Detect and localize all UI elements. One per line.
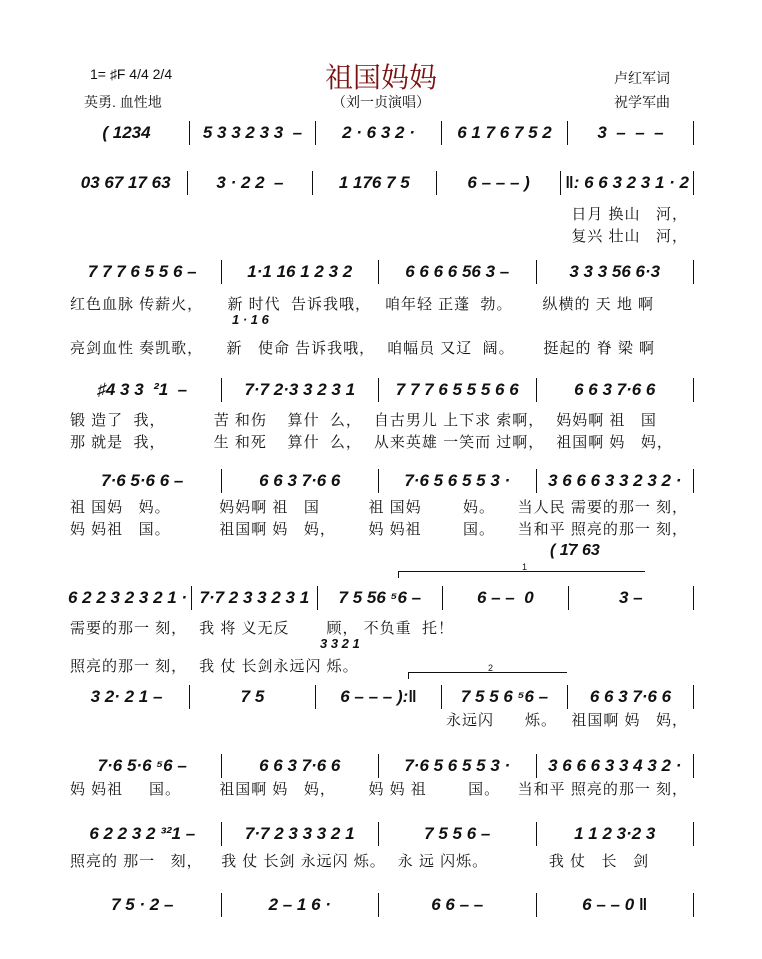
lyric-line [64, 655, 694, 676]
measure: 3 3 3 56 6·3 [537, 260, 695, 284]
lyric-segment: 当人民 需要的那一 刻， [517, 499, 688, 516]
measure: 7 7 7 6 5 5 5 6 6 [379, 378, 537, 402]
measure: 3 · 2 2 – [188, 171, 312, 195]
lyric-line [64, 850, 694, 871]
measure: 2 · 6 3 2 · [316, 121, 442, 145]
tempo-marking: 英勇. 血性地 [84, 94, 162, 110]
lyric-line [64, 518, 694, 539]
lyric-segment: 从来英雄 一笑而 过啊， [373, 434, 545, 451]
measure: 2 – 1 6 · [222, 893, 380, 917]
measure: 7·6 5 6 5 5 3 · [379, 754, 537, 778]
lyric-segment [440, 225, 565, 246]
lyric-segment: 咱年轻 正蓬 勃。 [385, 296, 513, 313]
time-signature: 4/4 2/4 [129, 66, 173, 82]
lyric-segment: 新 时代 告诉我哦， [227, 296, 372, 313]
lyric-segment [64, 203, 189, 224]
measure: 7·6 5 6 5 5 3 · [379, 469, 537, 493]
lyric-segment [474, 655, 584, 676]
measure: 3 2· 2 1 – [64, 685, 190, 709]
lyric-segment: 祖国啊 妈 妈， [571, 712, 688, 729]
measure: 3 – – – [568, 121, 694, 145]
lyric-segment: 新 使命 告诉我哦， [226, 340, 376, 357]
lyric-segment: 挺起的 脊 梁 啊 [543, 340, 656, 357]
notation-row [64, 892, 694, 918]
lyric-segment [584, 655, 694, 676]
lyric-segment: 我 仗 长剑永远闪 烁。 [199, 658, 359, 675]
volta-1 [398, 562, 645, 578]
alt-notes: 1 · 1 6 [232, 312, 269, 327]
measure: 3 6 6 6 3 3 2 3 2 · [537, 469, 695, 493]
lyric-segment: 复兴 壮山 河， [571, 228, 688, 245]
lyric-segment: 当和平 照亮的那一 刻， [517, 521, 688, 538]
measure: 6 6 3 7·6 6 [537, 378, 695, 402]
measure: 6 – – 0 [443, 586, 568, 610]
lyric-line [64, 203, 694, 224]
measure: 7·7 2·3 3 2 3 1 [222, 378, 380, 402]
measure: 7 7 7 6 5 5 6 – [64, 260, 222, 284]
lyric-segment: 妈妈啊 祖 国 [219, 499, 320, 516]
alt-notes: 3 3 2 1 [320, 636, 360, 651]
lyric-segment: 红色血脉 传薪火， [70, 296, 204, 313]
measure: 6 2 2 3 2 3 2 1 · [64, 586, 192, 610]
lyric-segment: 祖 国妈 妈。 [368, 499, 495, 516]
measure: 6 – – – ):‖ [316, 685, 442, 709]
singer-credit: （刘一贞演唱） [332, 94, 430, 110]
lyric-line [64, 293, 694, 314]
lyric-segment [440, 203, 565, 224]
lyric-segment [315, 225, 440, 246]
lyric-line [64, 409, 694, 430]
lyric-segment [189, 709, 314, 730]
lyric-segment: 咱幅员 又辽 阔。 [387, 340, 515, 357]
key-label: 1= ♯F [90, 66, 126, 82]
measure: 1 1 2 3·2 3 [537, 822, 695, 846]
measure: 1·1 16 1 2 3 2 [222, 260, 380, 284]
measure: 6 2 2 3 2 ³²1 – [64, 822, 222, 846]
lyricist-credit: 卢红军词 [614, 70, 670, 86]
lyric-segment: 我 仗 长 剑 [548, 853, 650, 870]
lyric-segment: 需要的那一 刻， [70, 620, 188, 637]
notation-row [64, 170, 694, 196]
lyric-segment: 生 和死 算什 么， [213, 434, 362, 451]
measure: 7 5 [190, 685, 316, 709]
lyric-line [64, 617, 694, 638]
lyric-segment: 永远闪 烁。 [445, 712, 557, 729]
lyric-segment: 纵横的 天 地 啊 [542, 296, 655, 313]
lyric-segment [189, 203, 314, 224]
measure: ( 1234 [64, 121, 190, 145]
lyric-line [64, 496, 694, 517]
measure: 7·6 5·6 6 – [64, 469, 222, 493]
lyric-segment: 妈妈啊 祖 国 [556, 412, 657, 429]
lyric-segment: 顾， 不负重 托！ [316, 620, 455, 637]
lyric-line [64, 431, 694, 452]
song-title: 祖国妈妈 [324, 61, 437, 94]
measure: 6 6 3 7·6 6 [568, 685, 694, 709]
lyric-line [64, 225, 694, 246]
notation-row [64, 377, 694, 403]
lyric-segment: 永 远 闪烁。 [397, 853, 489, 870]
lyric-segment [460, 617, 577, 638]
measure: 7·7 2 3 3 2 3 1 [192, 586, 317, 610]
notation-row [64, 753, 694, 779]
lyric-line [64, 778, 694, 799]
measure: 7 5 56 ⁵6 – [318, 586, 443, 610]
lyric-segment [315, 709, 440, 730]
lyric-segment: 自古男儿 上下求 索啊， [373, 412, 545, 429]
notation-row [64, 821, 694, 847]
lyric-segment: 当和平 照亮的那一 刻， [517, 781, 688, 798]
lyric-line [64, 709, 694, 730]
measure: ♯4 3 3 ²1 – [64, 378, 222, 402]
lyric-segment: 妈 妈 祖 国。 [368, 781, 501, 798]
measure: 6 1 7 6 7 5 2 [442, 121, 568, 145]
notation-row [64, 585, 694, 611]
lyric-segment: 日月 换山 河， [571, 206, 688, 223]
measure: 6 6 6 6 56 3 – [379, 260, 537, 284]
lyric-segment [315, 203, 440, 224]
lyric-line [64, 337, 694, 358]
lyric-segment: 我 仗 长剑 永远闪 烁。 [221, 853, 386, 870]
measure: 6 – – – ) [437, 171, 561, 195]
measure: 7·6 5·6 ⁵6 – [64, 754, 222, 778]
volta-number: 2 [488, 663, 494, 673]
lyric-segment: 祖国啊 妈 妈， [219, 781, 336, 798]
measure: 7 5 · 2 – [64, 893, 222, 917]
measure: 6 6 – – [379, 893, 537, 917]
measure: 1 176 7 5 [313, 171, 437, 195]
lyric-segment: 妈 妈祖 国。 [368, 521, 495, 538]
volta-number: 1 [522, 562, 528, 572]
lyric-segment [577, 617, 694, 638]
measure: 7 5 5 6 ⁵6 – [442, 685, 568, 709]
measure: 6 6 3 7·6 6 [222, 469, 380, 493]
measure: 7·7 2 3 3 3 2 1 [222, 822, 380, 846]
lyric-segment: 照亮的那一 刻， [70, 658, 188, 675]
lyric-segment: 祖国啊 妈 妈， [556, 434, 673, 451]
composer-credit: 祝学军曲 [614, 94, 670, 110]
lyric-segment [64, 225, 189, 246]
lyric-segment: 祖国啊 妈 妈， [219, 521, 336, 538]
measure: 3 – [569, 586, 694, 610]
lyric-segment: 亮剑血性 奏凯歌， [70, 340, 204, 357]
notation-row [64, 684, 694, 710]
lyric-segment [64, 709, 189, 730]
notation-row [64, 468, 694, 494]
lyric-segment: 妈 妈祖 国。 [70, 521, 171, 538]
measure: 6 6 3 7·6 6 [222, 754, 380, 778]
lyric-segment: 我 将 义无反 [199, 620, 290, 637]
lyric-segment: 苦 和伤 算什 么， [213, 412, 362, 429]
measure: 03 67 17 63 [64, 171, 188, 195]
lyric-segment: 那 就是 我， [70, 434, 166, 451]
measure: 6 – – 0 ‖ [537, 893, 695, 917]
measure: 7 5 5 6 – [379, 822, 537, 846]
lyric-segment: 祖 国妈 妈。 [70, 499, 171, 516]
measure: 5 3 3 2 3 3 – [190, 121, 316, 145]
measure: ‖: 6 6 3 2 3 1 · 2 [561, 171, 694, 195]
notation-row [64, 259, 694, 285]
prelude-return-notes: ( 1̇7 63 [550, 542, 600, 559]
lyric-segment [189, 225, 314, 246]
lyric-segment: 照亮的 那一 刻， [70, 853, 203, 870]
lyric-segment: 锻 造了 我， [70, 412, 166, 429]
lyric-segment: 妈 妈祖 国。 [70, 781, 182, 798]
notation-row [64, 120, 694, 146]
lyric-segment [365, 655, 475, 676]
measure: 3 6 6 6 3 3 4 3 2 · [537, 754, 695, 778]
